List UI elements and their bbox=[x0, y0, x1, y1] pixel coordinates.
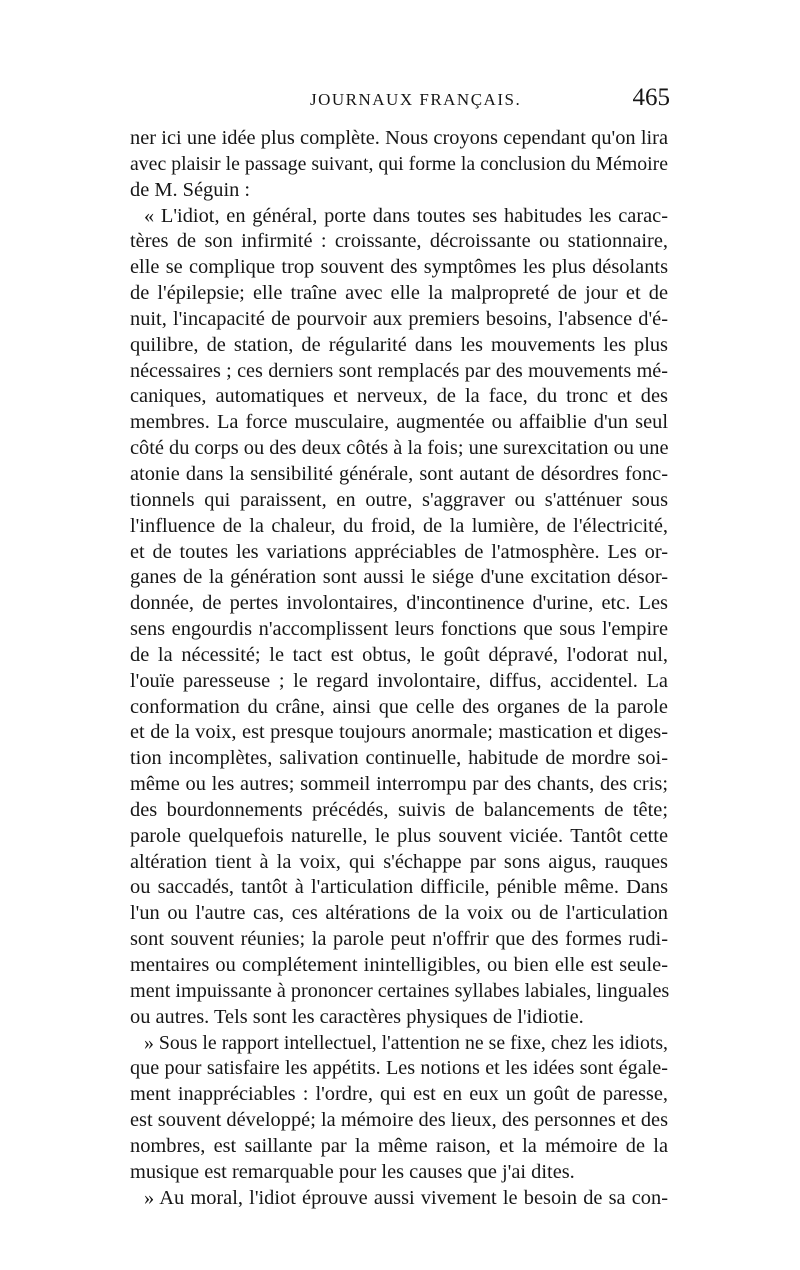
text-line: atonie dans la sensibilité générale, sont autant de désordres fonc- bbox=[130, 462, 668, 485]
text-line: de M. Séguin : bbox=[130, 178, 251, 201]
text-line: et de toutes les variations appréciables de l'atmosphère. Les or- bbox=[130, 540, 668, 563]
text-line: ganes de la génération sont aussi le siége d'une excitation désor- bbox=[130, 566, 668, 589]
text-line: même ou les autres; sommeil interrompu par des chants, des cris; bbox=[130, 773, 668, 796]
text-line: ment inappréciables : l'ordre, qui est en eux un goût de paresse, bbox=[130, 1083, 668, 1106]
text-line: et de la voix, est presque toujours anormale; mastication et diges- bbox=[130, 721, 668, 744]
text-line: tionnels qui paraissent, en outre, s'aggraver ou s'atténuer sous bbox=[130, 488, 668, 511]
text-line: quilibre, de station, de régularité dans les mouvements les plus bbox=[130, 333, 668, 356]
text-line: l'ouïe paresseuse ; le regard involontaire, diffus, accidentel. La bbox=[130, 669, 668, 692]
body-text bbox=[130, 126, 668, 1211]
paragraph-first-line: » Au moral, l'idiot éprouve aussi vivement le besoin de sa con- bbox=[144, 1186, 668, 1209]
text-line: sont souvent réunies; la parole peut n'offrir que des formes rudi- bbox=[130, 928, 668, 951]
text-line: tères de son infirmité : croissante, décroissante ou stationnaire, bbox=[130, 230, 668, 253]
text-line: ou saccadés, tantôt à l'articulation difficile, pénible même. Dans bbox=[130, 876, 668, 899]
text-line: de l'épilepsie; elle traîne avec elle la malpropreté de jour et de bbox=[130, 282, 668, 305]
text-line: que pour satisfaire les appétits. Les notions et les idées sont égale- bbox=[130, 1057, 668, 1080]
text-line: avec plaisir le passage suivant, qui forme la conclusion du Mémoire bbox=[130, 152, 668, 175]
text-line: donnée, de pertes involontaires, d'incontinence d'urine, etc. Les bbox=[130, 592, 668, 615]
text-line: de la nécessité; le tact est obtus, le goût dépravé, l'odorat nul, bbox=[130, 643, 668, 666]
text-line: tion incomplètes, salivation continuelle, habitude de mordre soi- bbox=[130, 747, 668, 770]
text-line: conformation du crâne, ainsi que celle des organes de la parole bbox=[130, 695, 668, 718]
text-line: sens engourdis n'accomplissent leurs fonctions que sous l'empire bbox=[130, 618, 668, 641]
text-line: parole quelquefois naturelle, le plus souvent viciée. Tantôt cette bbox=[130, 824, 668, 847]
text-line: membres. La force musculaire, augmentée ou affaiblie d'un seul bbox=[130, 411, 668, 434]
text-line: nuit, l'incapacité de pourvoir aux premiers besoins, l'absence d'é- bbox=[130, 307, 668, 330]
text-line: ner ici une idée plus complète. Nous croyons cependant qu'on lira bbox=[130, 127, 668, 149]
text-line: nécessaires ; ces derniers sont remplacés par des mouvements mé- bbox=[130, 359, 668, 382]
text-line: altération tient à la voix, qui s'échappe par sons aigus, rauques bbox=[130, 850, 668, 873]
page-number: 465 bbox=[632, 84, 670, 111]
text-line: l'un ou l'autre cas, ces altérations de la voix ou de l'articulation bbox=[130, 902, 668, 925]
text-line: mentaires ou complétement inintelligibles, ou bien elle est seule- bbox=[130, 954, 668, 976]
text-line: l'influence de la chaleur, du froid, de la lumière, de l'électricité, bbox=[130, 514, 668, 537]
paragraph-first-line: « L'idiot, en général, porte dans toutes ses habitudes les carac- bbox=[144, 204, 668, 227]
text-line: côté du corps ou des deux côtés à la fois; une surexcitation ou une bbox=[130, 437, 669, 460]
text-line: ment impuissante à prononcer certaines syllabes labiales, linguales bbox=[130, 979, 670, 1002]
text-line: musique est remarquable pour les causes que j'ai dites. bbox=[130, 1160, 575, 1183]
text-line: elle se complique trop souvent des symptômes les plus désolants bbox=[130, 256, 668, 279]
text-line: caniques, automatiques et nerveux, de la face, du tronc et des bbox=[130, 385, 668, 408]
paragraph-first-line: » Sous le rapport intellectuel, l'attention ne se fixe, chez les idiots, bbox=[144, 1031, 668, 1054]
text-line: nombres, est saillante par la même raison, et la mémoire de la bbox=[130, 1134, 668, 1157]
text-line: des bourdonnements précédés, suivis de balancements de tête; bbox=[130, 798, 668, 821]
text-line: est souvent développé; la mémoire des lieux, des personnes et des bbox=[130, 1109, 668, 1132]
running-head: JOURNAUX FRANÇAIS. bbox=[310, 90, 522, 109]
text-line: ou autres. Tels sont les caractères physiques de l'idiotie. bbox=[130, 1005, 584, 1028]
page-header bbox=[130, 84, 670, 120]
